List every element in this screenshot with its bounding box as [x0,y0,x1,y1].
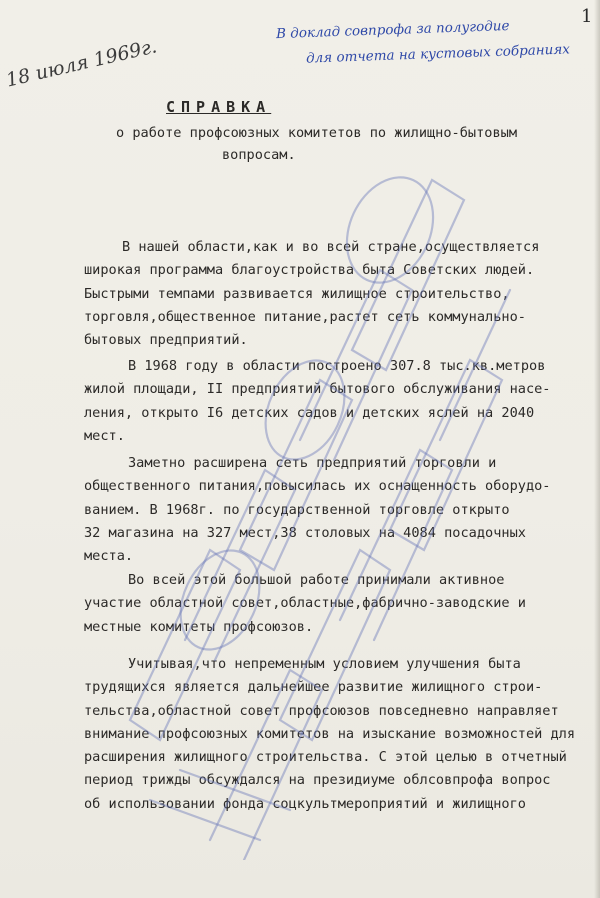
paragraph-line: тельства,областной совет профсоюзов повседневно направляет [84,702,559,719]
paragraph-line: трудящихся является дальнейшее развитие жилищного строи- [84,679,543,696]
subtitle-line-1: о работе профсоюзных комитетов по жилищно-бытовым [116,125,518,141]
paragraph-line: Заметно расширена сеть предприятий торговли и [128,455,497,471]
paragraph-line: об использовании фонда соцкультмероприятий и жилищного [84,795,526,812]
paragraph-2 [84,355,586,448]
paragraph-line: торговля,общественное питание,растет сеть коммунально- [84,308,526,325]
paragraph-line: ванием. В 1968г. по государственной торговле открыто [84,501,510,518]
page-edge-shadow [594,0,600,898]
document-subtitle [116,122,517,166]
paragraph-line: Быстрыми темпами развивается жилищное строительство, [84,285,510,302]
handwritten-margin-date: 18 июля 1969г. [4,35,159,92]
paragraph-1 [84,236,586,352]
paragraph-line: Учитывая,что непременным условием улучшения быта [128,656,521,672]
paragraph-line: ления, открыто I6 детских садов и детских яслей на 2040 [84,404,535,421]
handwritten-note-line-1: В доклад совпрофа за полугодие [275,17,510,43]
paragraph-line: общественного питания,повысилась их оснащенность оборудо- [84,478,551,495]
handwritten-note-line-2: для отчета на кустовых собраниях [305,41,571,67]
paragraph-line: 32 магазина на 327 мест,38 столовых на 4084 посадочных [84,524,526,541]
paragraph-3 [84,452,586,568]
paragraph-line: расширения жилищного строительства. С этой целью в отчетный [84,749,567,766]
paragraph-line: местные комитеты профсоюзов. [84,618,314,635]
paragraph-line: участие областной совет,областные,фабрично-заводские и [84,595,526,612]
paragraph-line: Во всей этой большой работе принимали активное [128,572,505,588]
page-number: 1 [581,6,593,27]
paragraph-line: период трижды обсуждался на президиуме облсовпрофа вопрос [84,772,551,789]
subtitle-line-2: вопросам. [222,147,296,163]
paragraph-5 [84,653,586,816]
paragraph-line: В нашей области,как и во всей стране,осуществляется [122,239,540,255]
paragraph-line: бытовых предприятий. [84,332,248,349]
paragraph-line: внимание профсоюзных комитетов на изыскание возможностей для [84,725,576,742]
paragraph-line: В 1968 году в области построено 307.8 тыс.кв.метров [128,358,546,374]
paragraph-line: жилой площади, II предприятий бытового обслуживания насе- [84,381,551,398]
paragraph-line: места. [84,548,134,565]
paragraph-line: широкая программа благоустройства быта Советских людей. [84,262,535,279]
paragraph-4 [84,569,586,639]
paragraph-line: мест. [84,427,125,444]
document-title: СПРАВКА [166,98,272,116]
